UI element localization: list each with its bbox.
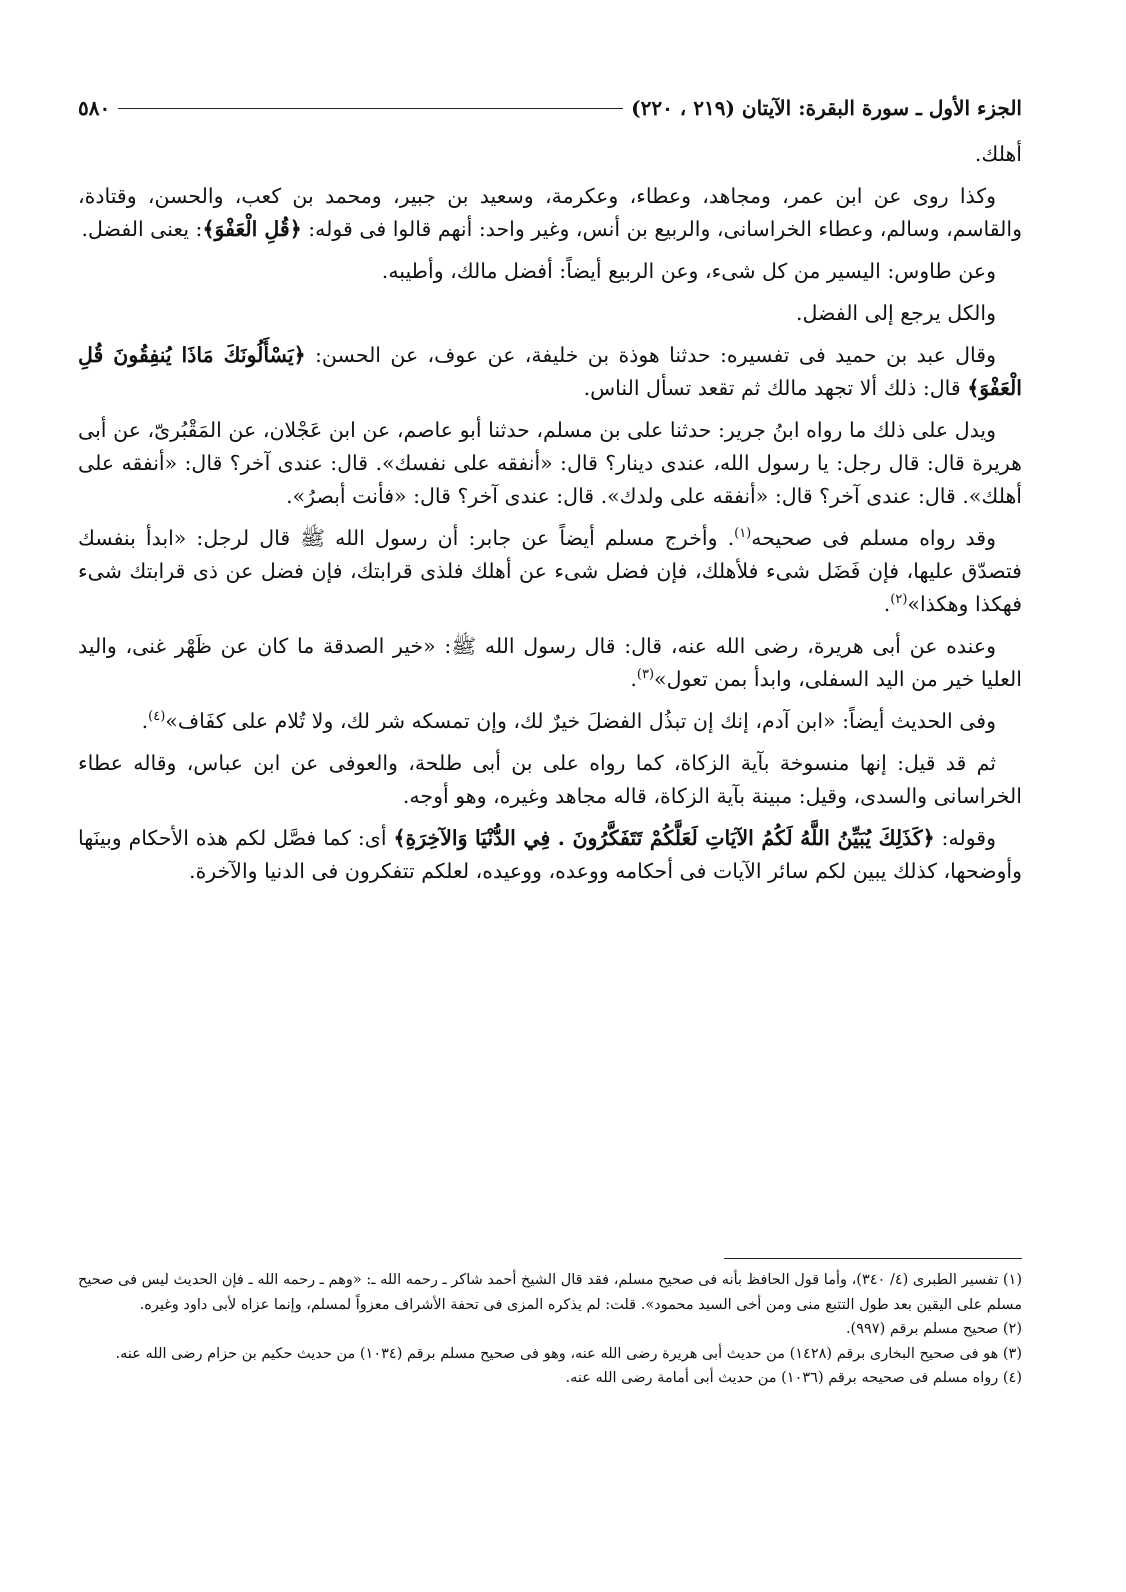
quran-quote: ﴿قُلِ الْعَفْوَ﴾ <box>202 217 302 241</box>
footnote-1: (١) تفسير الطبرى (٤/ ٣٤٠)، وأما قول الحافظ بأنه فى صحيح مسلم، فقد قال الشيخ أحمد شاكر ـ رحمه الله ـ: «وهم ـ رحمه الله ـ فإن الحديث ليس فى صحيح مسلم على اليقين بعد طول التتبع منى ومن أخى السيد محمود». قلت: لم يذكره المزى فى تحفة الأشراف معزواً لمسلم، وإنما عزاه لأبى داود وغيره. <box>78 1272 1022 1313</box>
footnote-marker: (٢) <box>890 592 908 608</box>
paragraph <box>78 522 1022 621</box>
running-title: الجزء الأول ـ سورة البقرة: الآيتان (٢١٩ ، ٢٢٠) <box>631 96 1022 120</box>
text: وقد رواه مسلم فى صحيحه <box>751 526 996 550</box>
footnote-marker: (١) <box>734 526 752 542</box>
text: قال: ذلك ألا تجهد مالك ثم تقعد تسأل الناس. <box>583 376 968 400</box>
text: أهلك. <box>974 142 1022 166</box>
paragraph <box>78 747 1022 813</box>
text: وقوله: <box>934 826 996 850</box>
quran-quote: ﴿يَسْأَلُونَكَ مَاذَا يُنفِقُونَ قُلِ الْعَفْوَ﴾ <box>78 343 1022 400</box>
paragraph <box>78 705 1022 738</box>
footnote-2: (٢) صحيح مسلم برقم (٩٩٧). <box>845 1321 1022 1337</box>
footnote-4: (٤) رواه مسلم فى صحيحه برقم (١٠٣٦) من حديث أبى أمامة رضى الله عنه. <box>565 1370 1022 1386</box>
text: وفى الحديث أيضاً: «ابن آدم، إنك إن تبذُل الفضلَ خيرٌ لك، وإن تمسكه شر لك، ولا تُلام على كفَاف» <box>165 709 996 733</box>
text: . <box>141 709 149 733</box>
text: . <box>883 592 891 616</box>
text: . وأخرج مسلم أيضاً عن جابر: أن رسول الله ﷺ قال لرجل: «ابدأ بنفسك فتصدّق عليها، فإن فَضَل شىء فلأهلك، فإن فضل شىء عن أهلك فلذى قرابتك، فإن فضل عن ذى قرابتك شىء فهكذا وهكذا» <box>78 526 1022 616</box>
paragraph <box>78 138 1022 171</box>
text: وكذا روى عن ابن عمر، ومجاهد، وعطاء، وعكرمة، وسعيد بن جبير، ومحمد بن كعب، والحسن، وقتادة، والقاسم، وسالم، وعطاء الخراسانى، والربيع بن أنس، وغير واحد: أنهم قالوا فى قوله: <box>78 184 1022 241</box>
footnote-marker: (٣) <box>636 667 655 683</box>
text: ويدل على ذلك ما رواه ابنُ جرير: حدثنا على بن مسلم، حدثنا أبو عاصم، عن ابن عَجْلان، عن المَقْبُرىّ، عن أبى هريرة قال: قال رجل: يا رسول الله، عندى دينار؟ قال: «أنفقه على نفسك». قال: عندى آخر؟ قال: «أنفقه على أهلك». قال: عندى آخر؟ قال: «أنفقه على ولدك». قال: عندى آخر؟ قال: «فأنت أبصرُ». <box>78 418 1022 508</box>
paragraph <box>78 630 1022 696</box>
footnotes <box>78 1268 1022 1391</box>
text: وقال عبد بن حميد فى تفسيره: حدثنا هوذة بن خليفة، عن عوف، عن الحسن: <box>305 343 996 367</box>
text: . <box>630 667 637 691</box>
text: وعن طاوس: اليسير من كل شىء، وعن الربيع أيضاً: أفضل مالك، وأطيبه. <box>381 259 996 283</box>
text: وعنده عن أبى هريرة، رضى الله عنه، قال: قال رسول الله ﷺ: «خير الصدقة ما كان عن ظَهْر غنى، واليد العليا خير من اليد السفلى، وابدأ بمن تعول» <box>78 634 1022 691</box>
footnote-3: (٣) هو فى صحيح البخارى برقم (١٤٢٨) من حديث أبى هريرة رضى الله عنه، وهو فى صحيح مسلم برقم (١٠٣٤) من حديث حكيم بن حزام رضى الله عنه. <box>115 1345 1022 1362</box>
text: : يعنى الفضل. <box>81 217 203 241</box>
paragraph <box>78 822 1022 888</box>
paragraph <box>78 414 1022 513</box>
paragraph <box>78 339 1022 405</box>
footnote-separator <box>724 1258 1022 1259</box>
paragraph <box>78 180 1022 246</box>
book-page <box>78 78 1022 1558</box>
main-text <box>78 138 1022 897</box>
text: أى: كما فصَّل لكم هذه الأحكام وبينَها وأوضحها، كذلك يبين لكم سائر الآيات فى أحكامه ووعده، ووعيده، لعلكم تتفكرون فى الدنيا والآخرة. <box>78 826 1022 883</box>
quran-quote: ﴿كَذَلِكَ يُبَيِّنُ اللَّهُ لَكُمُ الآيَاتِ لَعَلَّكُمْ تَتَفَكَّرُونَ . فِي الدُّنْيَا وَالآخِرَةِ﴾ <box>393 826 935 850</box>
text: ثم قد قيل: إنها منسوخة بآية الزكاة، كما رواه على بن أبى طلحة، والعوفى عن ابن عباس، وقاله عطاء الخراسانى والسدى، وقيل: مبينة بآية الزكاة، قاله مجاهد وغيره، وهو أوجه. <box>78 751 1022 808</box>
running-header <box>78 90 1022 126</box>
page-number: ٥٨٠ <box>78 96 111 120</box>
footnote-marker: (٤) <box>148 709 166 725</box>
header-rule <box>118 108 623 109</box>
text: والكل يرجع إلى الفضل. <box>796 301 996 325</box>
paragraph <box>78 297 1022 330</box>
paragraph <box>78 255 1022 288</box>
